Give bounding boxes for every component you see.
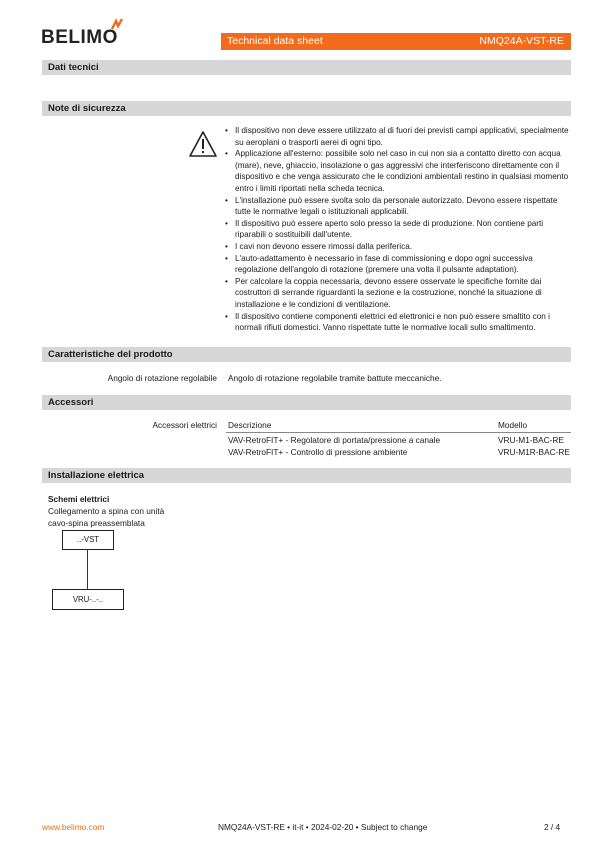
list-item: • Per calcolare la coppia necessaria, devono essere osservate le specifiche fornite dai costruttori di serrande riguardanti la sezione e la costruzione, nonché la situazione di installazione e le condizioni di ventilazione. <box>225 276 575 311</box>
accessories-label: Accessori elettrici <box>152 420 217 430</box>
website-link[interactable]: www.belimo.com <box>42 822 105 832</box>
list-item: • I cavi non devono essere rimossi dalla periferica. <box>225 241 575 253</box>
list-item: • Il dispositivo non deve essere utilizzato al di fuori dei previsti campi applicativi, specialmente su aeroplani o trasporti aerei di ogni tipo. <box>225 125 575 148</box>
rotation-angle-label: Angolo di rotazione regolabile <box>107 373 217 383</box>
diagram-connector-line <box>87 549 88 589</box>
list-item: • Il dispositivo contiene componenti elettrici ed elettronici e non può essere smaltito con i normali rifiuti domestici. Vanno rispettate tutte le normative locali sullo smaltimento. <box>225 311 575 334</box>
table-row-desc: VAV-RetroFIT+ - Controllo di pressione ambiente <box>228 447 408 457</box>
header-bar <box>221 33 571 50</box>
section-dati-tecnici: Dati tecnici <box>42 60 571 75</box>
doc-type-title: Technical data sheet <box>227 35 323 47</box>
list-item: • Applicazione all'esterno: possibile solo nel caso in cui non sia a contatto diretto con acqua (mare), neve, ghiaccio, insolazione o gas aggressivi che interferiscono direttamente con il dispositivo e che venga assicurato che le condizioni ambientali restino in qualsiasi momento entro i limiti riportati nella scheda tecnica. <box>225 148 575 194</box>
list-item: • Il dispositivo può essere aperto solo presso la sede di produzione. Non contiene parti riparabili o sostituibili dall'utente. <box>225 218 575 241</box>
list-item: • L'auto-adattamento è necessario in fase di commissioning e dopo ogni successiva regolazione dell'angolo di rotazione (premere una volta il pulsante adaptation). <box>225 253 575 276</box>
table-row-desc: VAV-RetroFIT+ - Regolatore di portata/pressione a canale <box>228 435 441 445</box>
page-number: 2 / 4 <box>544 822 561 832</box>
logo-spark-icon <box>110 18 124 30</box>
table-divider <box>226 432 571 433</box>
rotation-angle-value: Angolo di rotazione regolabile tramite battute meccaniche. <box>228 373 442 383</box>
warning-triangle-icon <box>188 130 218 158</box>
table-row-model: VRU-M1R-BAC-RE <box>498 447 570 457</box>
footer-info: NMQ24A-VST-RE • it-it • 2024-02-20 • Subject to change <box>218 822 428 832</box>
section-note-sicurezza: Note di sicurezza <box>42 101 571 116</box>
wiring-heading: Schemi elettrici <box>48 494 110 504</box>
list-item: • L'installazione può essere svolta solo da personale autorizzato. Devono essere rispettate tutte le normative legali o istituzionali applicabili. <box>225 195 575 218</box>
section-installazione: Installazione elettrica <box>42 468 571 483</box>
diagram-box-vru: VRU-..-.. <box>52 589 124 610</box>
table-row-model: VRU-M1-BAC-RE <box>498 435 564 445</box>
diagram-box-vst: ..-VST <box>62 530 114 550</box>
section-caratteristiche: Caratteristiche del prodotto <box>42 347 571 362</box>
model-number: NMQ24A-VST-RE <box>479 35 564 47</box>
belimo-logo: BELIMO <box>41 27 118 49</box>
column-header-model: Modello <box>498 420 528 430</box>
safety-notes-list <box>225 125 575 334</box>
wiring-description-line2: cavo-spina preassemblata <box>48 518 145 528</box>
section-accessori: Accessori <box>42 395 571 410</box>
column-header-description: Descrizione <box>228 420 272 430</box>
wiring-description-line1: Collegamento a spina con unità <box>48 506 165 516</box>
